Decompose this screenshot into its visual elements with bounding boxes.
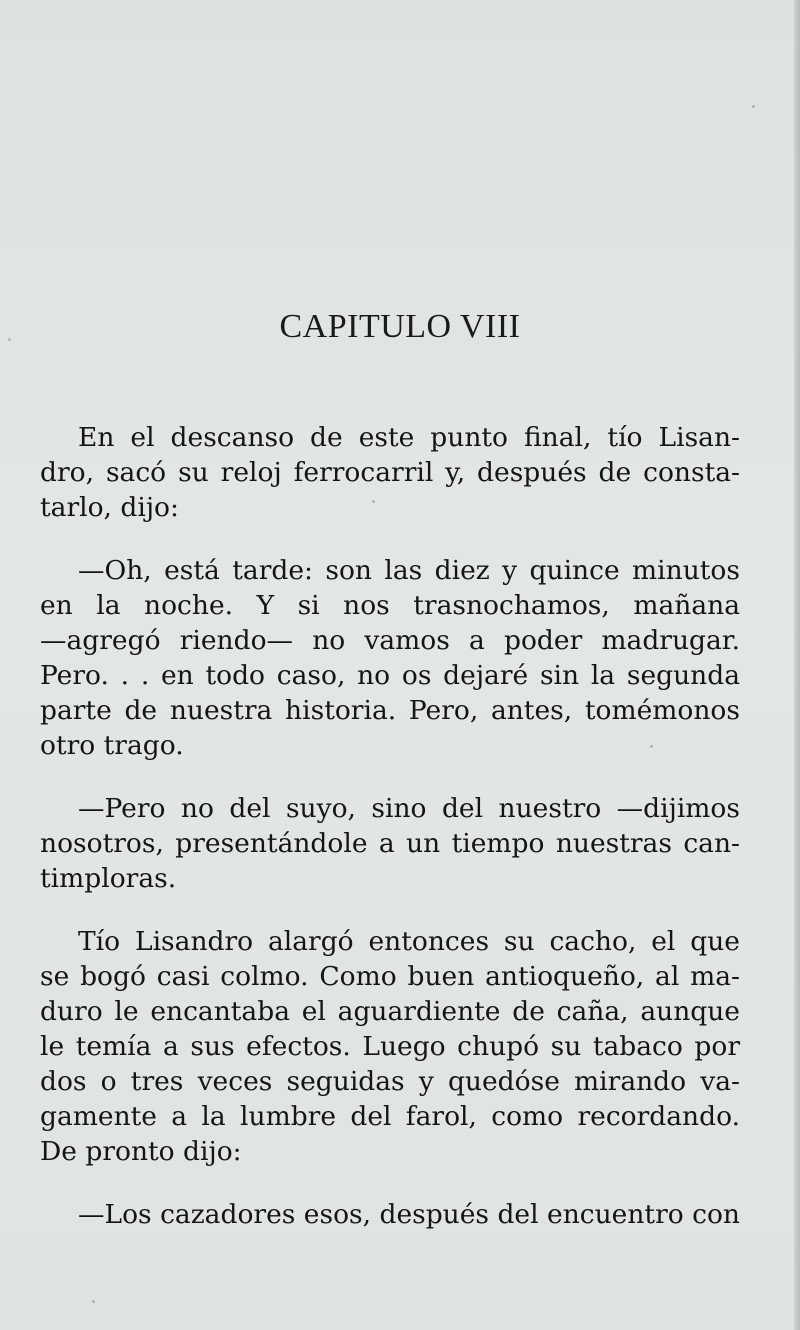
paper-speck — [650, 745, 653, 748]
text-line: timploras. — [40, 863, 177, 894]
chapter-body — [40, 420, 740, 1232]
text-line: tarlo, dijo: — [40, 492, 179, 523]
text-line: duro le encantaba el aguardiente de caña, aunque — [40, 996, 740, 1027]
text-line: En el descanso de este punto final, tío Lisan- — [78, 422, 740, 453]
text-line: dro, sacó su reloj ferrocarril y, después de consta- — [40, 457, 740, 488]
paper-speck — [8, 338, 11, 341]
text-line: parte de nuestra historia. Pero, antes, tomémonos — [40, 695, 740, 726]
paragraph-3 — [40, 791, 740, 896]
paragraph-1 — [40, 420, 740, 525]
paragraph-5 — [40, 1197, 740, 1232]
text-line: —Pero no del suyo, sino del nuestro —dijimos — [78, 793, 740, 824]
text-line: Tío Lisandro alargó entonces su cacho, el que — [78, 926, 740, 957]
paper-speck — [372, 500, 375, 503]
text-line: —agregó riendo— no vamos a poder madrugar. — [40, 625, 740, 656]
text-line: —Oh, está tarde: son las diez y quince minutos — [78, 555, 740, 586]
text-line: gamente a la lumbre del farol, como recordando. — [40, 1101, 740, 1132]
text-line: otro trago. — [40, 730, 184, 761]
paragraph-2 — [40, 553, 740, 763]
text-line: Pero. . . en todo caso, no os dejaré sin la segunda — [40, 660, 740, 691]
text-line: De pronto dijo: — [40, 1136, 242, 1167]
text-line: dos o tres veces seguidas y quedóse mirando va- — [40, 1066, 740, 1097]
text-line: en la noche. Y si nos trasnochamos, mañana — [40, 590, 740, 621]
text-line: —Los cazadores esos, después del encuentro con — [78, 1199, 740, 1230]
text-line: nosotros, presentándole a un tiempo nuestras can- — [40, 828, 740, 859]
chapter-title: CAPITULO VIII — [279, 308, 521, 345]
text-line: le temía a sus efectos. Luego chupó su tabaco por — [40, 1031, 740, 1062]
paragraph-4 — [40, 924, 740, 1169]
paper-speck — [92, 1300, 95, 1303]
page-edge-shadow — [794, 0, 800, 1330]
text-line: se bogó casi colmo. Como buen antioqueño, al ma- — [40, 961, 740, 992]
paper-speck — [752, 105, 755, 108]
